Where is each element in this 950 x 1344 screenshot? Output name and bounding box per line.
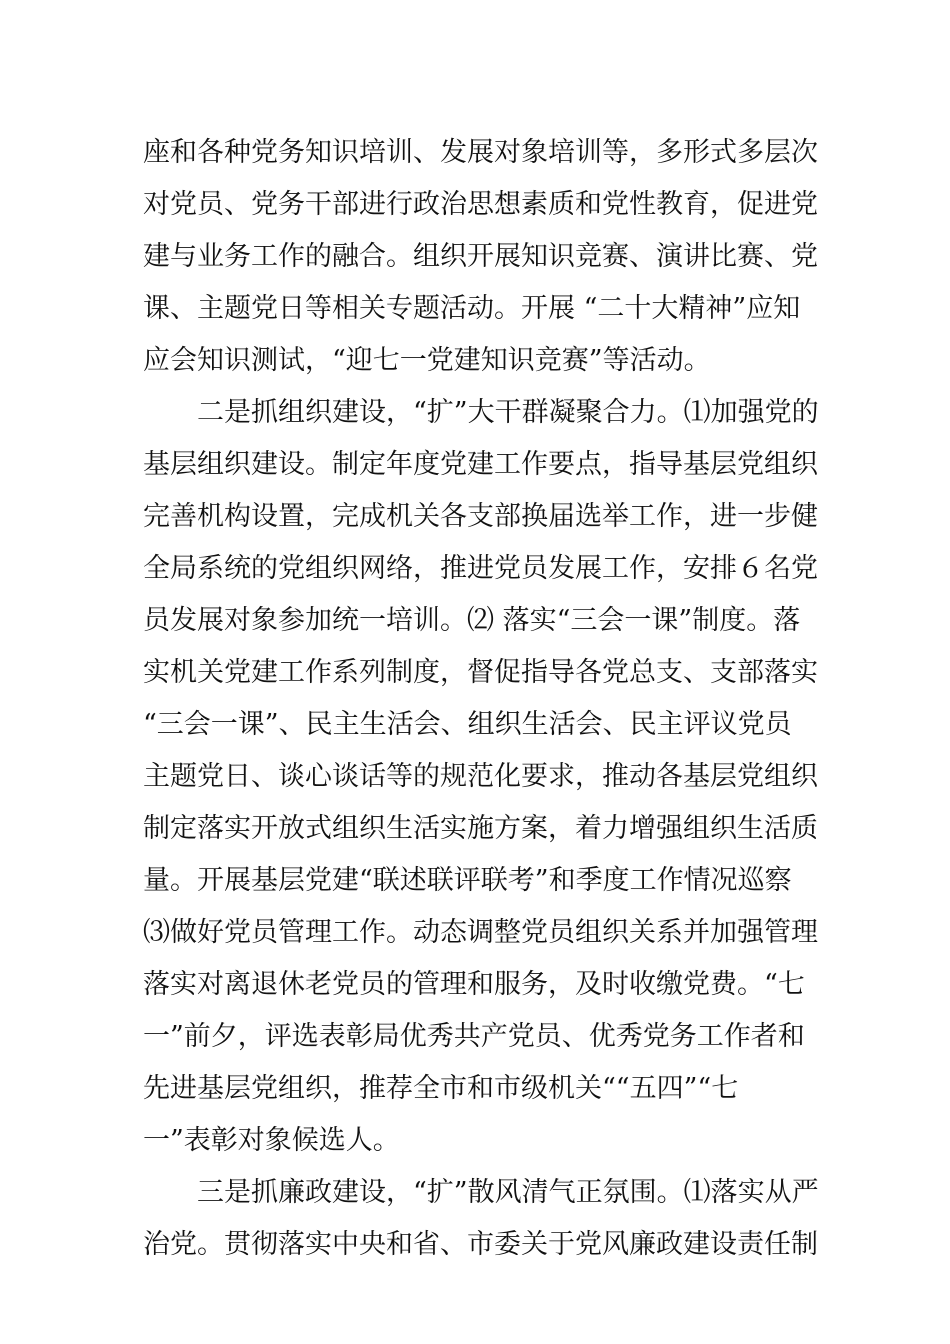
text-line: 落实对离退休老党员的管理和服务，及时收缴党费。“七 (143, 969, 805, 1000)
text-line: 治党。贯彻落实中央和省、市委关于党风廉政建设责任制 (143, 1229, 818, 1260)
text-line: 一”表彰对象候选人。 (143, 1125, 400, 1156)
text-line: 实机关党建工作系列制度，督促指导各党总支、支部落实 (143, 657, 818, 688)
text-line: 主题党日、谈心谈话等的规范化要求，推动各基层党组织 (143, 761, 818, 792)
text-line: 座和各种党务知识培训、发展对象培训等，多形式多层次 (143, 137, 818, 168)
text-line: 对党员、党务干部进行政治思想素质和党性教育，促进党 (143, 189, 818, 220)
text-line: 二是抓组织建设，“扩”大干群凝聚合力。⑴加强党的 (143, 397, 819, 428)
text-line: 应会知识测试，“迎七一党建知识竞赛”等活动。 (143, 345, 711, 376)
text-line: 完善机构设置，完成机关各支部换届选举工作，进一步健 (143, 501, 818, 532)
text-line: 三是抓廉政建设，“扩”散风清气正氛围。⑴落实从严 (143, 1177, 819, 1208)
body-text (143, 127, 843, 1271)
text-line: 全局系统的党组织网络，推进党员发展工作，安排６名党 (143, 553, 818, 584)
text-line: ⑶做好党员管理工作。动态调整党员组织关系并加强管理 (143, 917, 818, 948)
text-line: 基层组织建设。制定年度党建工作要点，指导基层党组织 (143, 449, 818, 480)
text-line: 量。开展基层党建“联述联评联考”和季度工作情况巡察 (143, 865, 792, 896)
text-line: 制定落实开放式组织生活实施方案，着力增强组织生活质 (143, 813, 818, 844)
text-line: 员发展对象参加统一培训。⑵ 落实“三会一课”制度。落 (143, 605, 801, 636)
text-line: “三会一课”、民主生活会、组织生活会、民主评议党员 (143, 709, 792, 740)
text-line: 建与业务工作的融合。组织开展知识竞赛、演讲比赛、党 (143, 241, 818, 272)
text-line: 一”前夕，评选表彰局优秀共产党员、优秀党务工作者和 (143, 1021, 805, 1052)
text-line: 课、主题党日等相关专题活动。开展 “二十大精神”应知 (143, 293, 801, 324)
text-line: 先进基层党组织，推荐全市和市级机关““五四”“七 (143, 1073, 739, 1104)
